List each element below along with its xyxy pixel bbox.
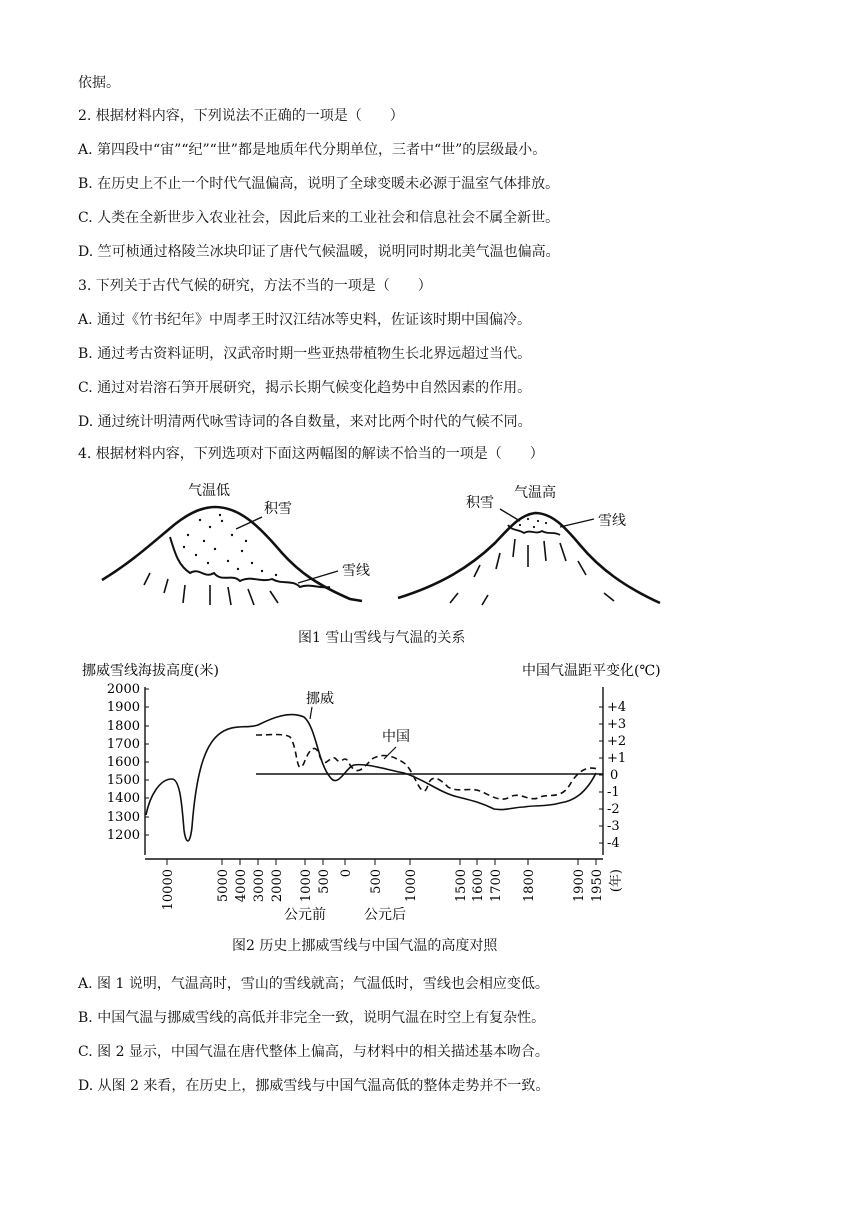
series-china-label: 中国 (382, 729, 410, 745)
text-line-continuation: 依据。 (78, 75, 120, 91)
right-line-arrow (560, 519, 594, 527)
question-3-stem: 3. 下列关于古代气候的研究，方法不当的一项是（ ） (78, 278, 432, 294)
question-4-option-c: C. 图 2 显示，中国气温在唐代整体上偏高，与材料中的相关描述基本吻合。 (78, 1044, 549, 1060)
left-tick: 1400 (106, 791, 140, 806)
right-tick: -2 (607, 802, 620, 817)
left-tick: 1200 (106, 828, 140, 843)
x-tick: 500 (317, 869, 332, 894)
left-tick: 1700 (106, 737, 140, 752)
left-snow-label: 积雪 (264, 501, 292, 517)
right-tick: -1 (607, 785, 620, 800)
x-tick: 1600 (471, 869, 486, 903)
question-3-option-b: B. 通过考古资料证明，汉武帝时期一些亚热带植物生长北界远超过当代。 (78, 346, 532, 362)
left-snowline (170, 537, 330, 587)
x-tick-marks (167, 859, 596, 865)
left-title-label: 气温低 (188, 483, 230, 499)
left-tick: 1900 (106, 700, 140, 715)
question-4-option-d: D. 从图 2 来看，在历史上，挪威雪线与中国气温高低的整体走势并不一致。 (78, 1078, 550, 1094)
era-ad-label: 公元后 (364, 907, 406, 923)
question-3-option-d: D. 通过统计明清两代咏雪诗词的各自数量，来对比两个时代的气候不同。 (78, 414, 532, 430)
right-snow-label: 积雪 (466, 495, 494, 511)
question-2-option-b: B. 在历史上不止一个时代气温偏高，说明了全球变暖未必源于温室气体排放。 (78, 176, 560, 192)
question-3-option-c: C. 通过对岩溶石笋开展研究，揭示长期气候变化趋势中自然因素的作用。 (78, 380, 532, 396)
right-axis-title: 中国气温距平变化(℃) (522, 663, 661, 679)
right-ticks (607, 700, 626, 851)
figure-2-caption: 图2 历史上挪威雪线与中国气温的高度对照 (232, 938, 498, 954)
question-4-option-a: A. 图 1 说明，气温高时，雪山的雪线就高；气温低时，雪线也会相应变低。 (78, 976, 549, 992)
question-4-stem: 4. 根据材料内容，下列选项对下面这两幅图的解读不恰当的一项是（ ） (78, 446, 544, 462)
right-tick: +2 (607, 734, 627, 749)
right-tick: 0 (610, 768, 619, 783)
left-snow-dots (183, 514, 277, 576)
figure-2-chart (0, 655, 860, 930)
era-bc-label: 公元前 (284, 907, 326, 923)
x-tick: 1950 (590, 869, 605, 903)
figure-1-caption: 图1 雪山雪线与气温的关系 (298, 630, 466, 646)
x-tick: 500 (369, 869, 384, 894)
right-tick: -3 (607, 819, 620, 834)
question-2-option-a: A. 第四段中“宙”“纪”“世”都是地质年代分期单位，三者中“世”的层级最小。 (78, 142, 547, 158)
question-2-option-c: C. 人类在全新世步入农业社会，因此后来的工业社会和信息社会不属全新世。 (78, 210, 560, 226)
right-slope-hatches (450, 539, 614, 605)
question-3-option-a: A. 通过《竹书纪年》中周孝王时汉江结冰等史料，佐证该时期中国偏冷。 (78, 312, 532, 328)
left-axis-title: 挪威雪线海拔高度(米) (82, 663, 219, 679)
x-unit-label: (年) (609, 869, 624, 893)
right-tick: -4 (607, 836, 620, 851)
series-norway-label: 挪威 (306, 691, 334, 707)
x-tick: 2000 (270, 869, 285, 903)
right-title-label: 气温高 (514, 485, 556, 501)
figure-1-snow-mountains (0, 475, 860, 635)
series-china-line (256, 735, 598, 800)
x-tick: 1000 (299, 869, 314, 903)
x-ticks (161, 869, 624, 910)
x-tick: 1500 (454, 869, 469, 903)
x-tick: 1900 (572, 869, 587, 903)
left-tick: 1800 (106, 719, 140, 734)
left-slope-hatches (144, 573, 278, 605)
question-2-stem: 2. 根据材料内容，下列说法不正确的一项是（ ） (78, 108, 404, 124)
x-tick: 1000 (404, 869, 419, 903)
x-tick: 1800 (522, 869, 537, 903)
left-tick: 2000 (106, 682, 140, 697)
x-tick: 4000 (234, 869, 249, 903)
left-line-label: 雪线 (342, 563, 370, 579)
x-tick: 10000 (161, 869, 176, 911)
x-tick: 1700 (489, 869, 504, 903)
right-tick: +4 (607, 700, 627, 715)
left-tick: 1600 (106, 755, 140, 770)
series-norway-line (146, 715, 596, 841)
question-2-option-d: D. 竺可桢通过格陵兰冰块印证了唐代气候温暖，说明同时期北美气温也偏高。 (78, 244, 560, 260)
question-4-option-b: B. 中国气温与挪威雪线的高低并非完全一致，说明气温在时空上有复杂性。 (78, 1010, 546, 1026)
right-snow-dots (519, 518, 547, 528)
left-ticks (107, 682, 140, 843)
right-tick: +3 (607, 717, 627, 732)
right-line-label: 雪线 (598, 513, 626, 529)
x-tick: 3000 (252, 869, 267, 903)
x-tick: 0 (339, 869, 354, 878)
x-tick: 5000 (216, 869, 231, 903)
norway-pointer (310, 707, 312, 719)
left-tick: 1500 (106, 773, 140, 788)
right-snow-arrow (500, 509, 520, 521)
right-tick: +1 (607, 751, 627, 766)
left-tick: 1300 (106, 810, 140, 825)
